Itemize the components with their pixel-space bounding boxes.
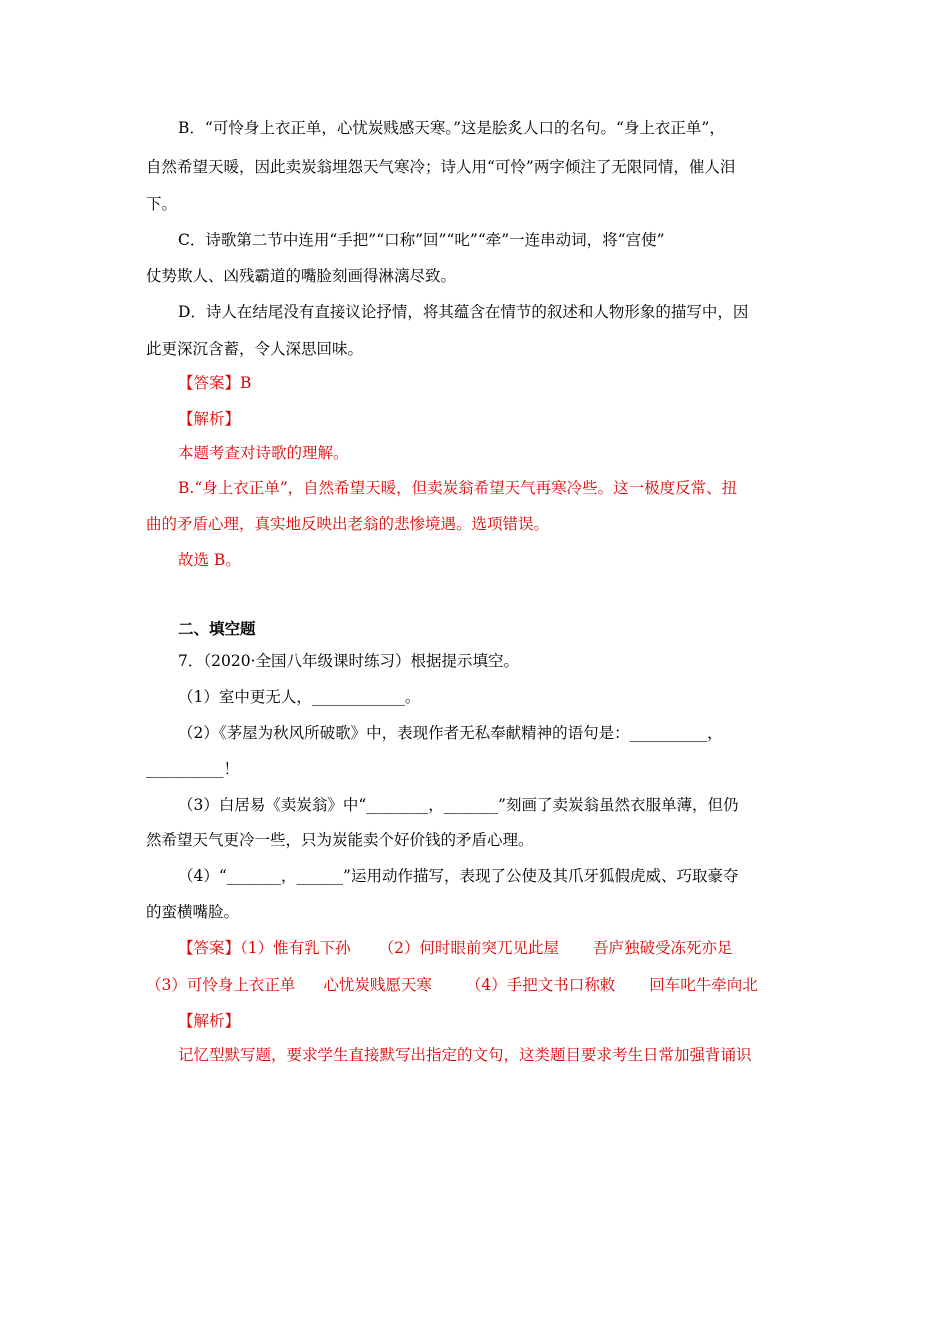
q7-analysis-label: 【解析】 (178, 1012, 241, 1030)
option-d-line-2: 此更深沉含蓄，令人深思回味。 (146, 340, 364, 358)
q6-analysis-line-2: B.“身上衣正单”，自然希望天暖，但卖炭翁希望天气再寒冷些。这一极度反常、扭 (178, 479, 738, 497)
q6-analysis-line-1: 本题考查对诗歌的理解。 (178, 444, 349, 462)
q7-part-2-line-1: （2）《茅屋为秋风所破歌》中，表现作者无私奉献精神的语句是：__________， (178, 724, 723, 742)
q7-part-3-line-2: 然希望天气更冷一些，只为炭能卖个好价钱的矛盾心理。 (146, 831, 534, 849)
option-b-line-1: B．“可怜身上衣正单，心忧炭贱感天寒。”这是脍炙人口的名句。“身上衣正单”， (178, 119, 725, 137)
q7-part-4-line-2: 的蛮横嘴脸。 (146, 903, 240, 921)
q7-answer-line-2 (146, 975, 806, 995)
option-c-line-2: 仗势欺人、凶残霸道的嘴脸刻画得淋漓尽致。 (146, 267, 457, 285)
section-heading: 二、填空题 (178, 619, 256, 638)
q7-answer-line-1 (178, 938, 806, 958)
option-d-line-1: D．诗人在结尾没有直接议论抒情，将其蕴含在情节的叙述和人物形象的描写中，因 (178, 303, 749, 321)
option-c-line-1: C．诗歌第二节中连用“手把”“口称”回”“叱”“牵”一连串动词，将“宫使” (178, 231, 665, 249)
q7-part-1: （1）室中更无人，____________。 (178, 688, 421, 706)
q6-analysis-line-3: 曲的矛盾心理，真实地反映出老翁的悲惨境遇。选项错误。 (146, 515, 550, 533)
answer-2a: （2）何时眼前突兀见此屋 (378, 939, 560, 957)
q7-analysis-line-1: 记忆型默写题，要求学生直接默写出指定的文句，这类题目要求考生日常加强背诵识 (178, 1046, 752, 1064)
option-b-line-3: 下。 (146, 195, 178, 213)
q7-part-4-line-1: （4）“_______，______”运用动作描写，表现了公使及其爪牙狐假虎威、巧取豪夺 (178, 867, 739, 885)
answer-3b: 心忧炭贱愿天寒 (323, 976, 432, 994)
answer-4a: （4）手把文书口称敕 (465, 976, 616, 994)
q6-analysis-label: 【解析】 (178, 410, 241, 428)
q6-answer (178, 373, 806, 393)
answer-3a: （3）可怜身上衣正单 (146, 976, 296, 994)
q7-part-3-line-1: （3）白居易《卖炭翁》中“________，_______”刻画了卖炭翁虽然衣服单薄，但仍 (178, 796, 739, 814)
answer-value: B (240, 374, 252, 392)
q6-analysis-line-4: 故选 B。 (178, 551, 241, 569)
answer-2b: 吾庐独破受冻死亦足 (593, 939, 733, 957)
answer-1: （1）惟有乳下孙 (240, 939, 351, 957)
answer-4b: 回车叱牛牵向北 (649, 976, 758, 994)
q7-part-2-line-2: __________！ (146, 760, 240, 778)
answer-label: 【答案】 (178, 374, 241, 392)
option-b-line-2: 自然希望天暖，因此卖炭翁埋怨天气寒冷；诗人用“可怜”两字倾注了无限同情，催人泪 (146, 158, 736, 176)
q7-stem: 7．（2020·全国八年级课时练习）根据提示填空。 (178, 652, 519, 670)
answer-label: 【答案】 (178, 939, 241, 957)
